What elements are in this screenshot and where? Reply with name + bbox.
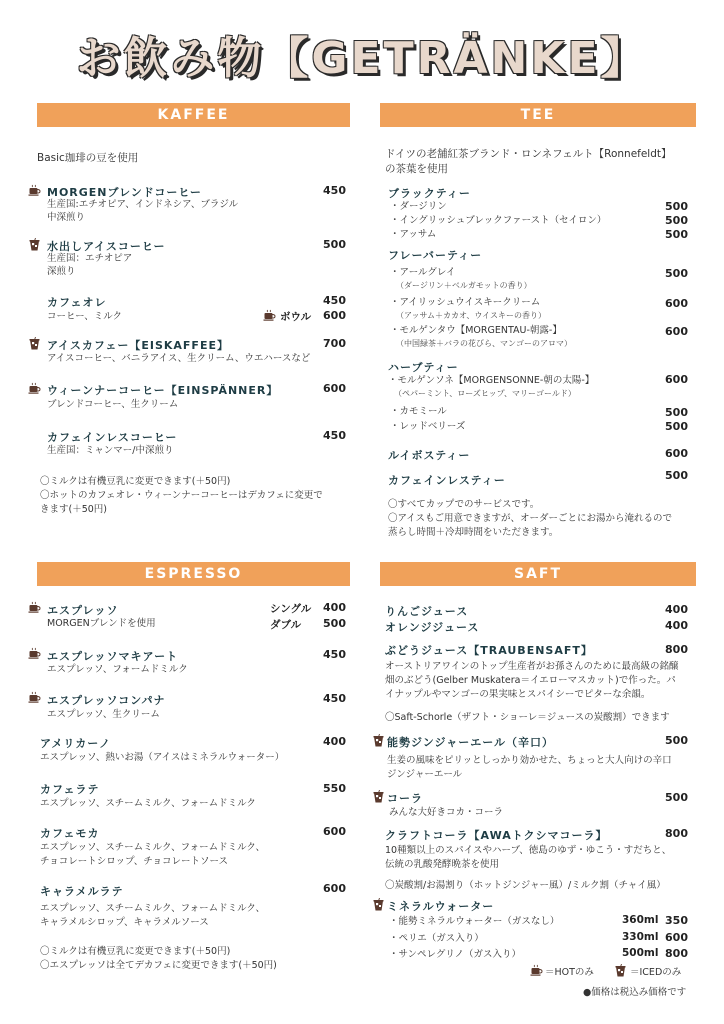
espresso-note: 〇ミルクは有機豆乳に変更できます(＋50円)	[40, 946, 231, 957]
iced-cup-icon	[614, 964, 627, 976]
tea-item-price: 500	[665, 420, 688, 433]
ginger-ale-price: 500	[665, 734, 688, 747]
tea-item-price: 600	[665, 297, 688, 310]
double-price: 500	[323, 617, 346, 630]
kaffee-intro: Basic珈琲の豆を使用	[37, 152, 139, 164]
kaffee-item-desc: 深煎り	[47, 266, 76, 277]
apple-juice-price: 400	[665, 603, 688, 616]
decaf-tea-price: 500	[665, 469, 688, 482]
bowl-label: ボウル	[280, 311, 312, 323]
tea-item-name: ・アールグレイ	[390, 267, 456, 278]
espresso-item-price: 600	[323, 825, 346, 838]
tea-item-price: 500	[665, 214, 688, 227]
iced-cup-icon	[372, 898, 385, 910]
kaffee-item-desc: 生産国:エチオピア、インドネシア、ブラジル	[47, 199, 239, 210]
espresso-item-price: 450	[323, 648, 346, 661]
ginger-ale-desc: ジンジャーエール	[387, 769, 463, 780]
kaffee-note: 〇ミルクは有機豆乳に変更できます(＋50円)	[40, 476, 231, 487]
water-item-price: 600	[665, 931, 688, 944]
herb-tea-heading: ハーブティー	[388, 361, 459, 374]
kaffee-item-price: 500	[323, 238, 346, 251]
rooibos-price: 600	[665, 447, 688, 460]
schorle-note: 〇Saft-Schorle（ザフト・ショーレ＝ジュースの炭酸割）できます	[385, 712, 670, 723]
legend-iced: ＝ICEDのみ	[630, 967, 682, 978]
saft-header: SAFT	[380, 562, 696, 586]
espresso-item-desc: エスプレッソ、スチームミルク、フォームドミルク、	[40, 903, 266, 914]
craft-cola-note: 〇炭酸割/お湯割り（ホットジンジャー風）/ミルク割（チャイ風）	[385, 880, 666, 891]
hot-cup-icon	[28, 382, 41, 394]
kaffee-note: きます(＋50円)	[40, 504, 108, 515]
tea-item-price: 500	[665, 228, 688, 241]
espresso-header: ESPRESSO	[37, 562, 350, 586]
water-item-name: ・サンペレグリノ（ガス入り）	[389, 949, 521, 960]
craft-cola-price: 800	[665, 827, 688, 840]
grape-juice-desc: オーストリアワインのトップ生産者がお孫さんのために最高級の銘醸	[385, 661, 679, 672]
kaffee-item-desc: 生産国：ミャンマー/中深煎り	[47, 445, 174, 456]
tea-item-name: ・カモミール	[390, 406, 447, 417]
tea-item-sub: （ダージリン＋ベルガモットの香り）	[396, 281, 532, 290]
page-title: お飲み物【GETRÄNKE】	[76, 33, 648, 84]
kaffee-item-name: ウィーンナーコーヒー【EINSPÄNNER】	[47, 384, 279, 397]
iced-cup-icon	[28, 238, 41, 250]
orange-juice-name: オレンジジュース	[385, 621, 480, 634]
grape-juice-desc: イナップルやマンゴーの果実味とスパイシーでピターな余韻。	[385, 689, 651, 700]
tea-item-name: ・イングリッシュブレックファースト（セイロン）	[390, 215, 607, 226]
craft-cola-name: クラフトコーラ【AWAトクシマコーラ】	[385, 829, 608, 842]
espresso-item-desc: エスプレッソ、スチームミルク、フォームドミルク	[40, 798, 256, 809]
tea-item-sub: （中国緑茶＋バラの花びら、マンゴーのアロマ）	[396, 339, 572, 348]
water-item-price: 350	[665, 914, 688, 927]
cola-desc: みんな大好きコカ・コーラ	[389, 807, 504, 818]
kaffee-item-name: カフェオレ	[47, 296, 107, 309]
hot-cup-icon	[28, 184, 41, 196]
single-label: シングル	[270, 603, 312, 615]
hot-cup-icon	[530, 964, 543, 976]
kaffee-item-name: アイスカフェー【EISKAFFEE】	[47, 339, 229, 352]
tea-item-sub: （アッサム＋カカオ、ウイスキーの香り）	[396, 311, 546, 320]
kaffee-note: 〇ホットのカフェオレ・ウィーンナーコーヒーはデカフェに変更で	[40, 490, 323, 501]
espresso-item-price: 400	[323, 735, 346, 748]
espresso-item-desc: エスプレッソ、スチームミルク、フォームドミルク、	[40, 842, 266, 853]
kaffee-header: KAFFEE	[37, 103, 350, 127]
ginger-ale-name: 能勢ジンジャーエール（辛口）	[387, 736, 555, 749]
cola-name: コーラ	[387, 792, 423, 805]
kaffee-item-name: カフェインレスコーヒー	[47, 431, 178, 444]
kaffee-item-name: 水出しアイスコーヒー	[47, 240, 166, 253]
tee-note: 〇アイスもご用意できますが、オーダーごとにお湯から淹れるので	[388, 513, 673, 524]
double-label: ダブル	[270, 619, 302, 631]
single-price: 400	[323, 601, 346, 614]
tea-item-name: ・モルゲンソネ【MORGENSONNE-朝の太陽-】	[388, 375, 595, 386]
ginger-ale-desc: 生姜の風味をピリッとしっかり効かせた、ちょっと大人向けの辛口	[387, 755, 672, 766]
espresso-item-desc: エスプレッソ、フォームドミルク	[47, 664, 188, 675]
tea-item-name: ・アッサム	[390, 229, 437, 240]
kaffee-item-name: MORGENブレンドコーヒー	[47, 186, 202, 199]
tax-note: ●価格は税込み価格です	[583, 987, 687, 998]
flavor-tea-heading: フレーバーティー	[388, 249, 483, 262]
legend-hot: ＝HOTのみ	[545, 967, 594, 978]
tea-item-price: 500	[665, 267, 688, 280]
iced-cup-icon	[372, 734, 385, 746]
kaffee-item-price: 450	[323, 184, 346, 197]
iced-cup-icon	[28, 337, 41, 349]
tea-item-sub: （ペパーミント、ローズヒップ、マリーゴールド）	[394, 389, 576, 398]
kaffee-item-desc: コーヒー、ミルク	[47, 311, 123, 322]
hot-cup-icon	[263, 309, 276, 321]
kaffee-item-price: 450	[323, 429, 346, 442]
tee-note: 〇すべてカップでのサービスです。	[388, 499, 540, 510]
kaffee-item-desc: ブレンドコーヒー、生クリーム	[47, 399, 179, 410]
grape-juice-desc: 畑のぶどう(Gelber Muskatera＝イエローマスカット)で作った。パ	[385, 675, 676, 686]
espresso-item-price: 450	[323, 692, 346, 705]
water-item-size: 360ml	[622, 914, 659, 926]
grape-juice-name: ぶどうジュース【TRAUBENSAFT】	[385, 644, 593, 657]
cola-price: 500	[665, 791, 688, 804]
espresso-item-desc: エスプレッソ、生クリーム	[47, 709, 160, 720]
water-item-name: ・ペリエ（ガス入り）	[389, 933, 484, 944]
tee-intro: ドイツの老舗紅茶ブランド・ロンネフェルト【Ronnefeldt】	[385, 148, 672, 160]
water-heading: ミネラルウォーター	[387, 900, 495, 913]
decaf-tea-name: カフェインレスティー	[388, 474, 506, 487]
orange-juice-price: 400	[665, 619, 688, 632]
kaffee-item-desc: アイスコーヒー、バニラアイス、生クリーム、ウエハースなど	[47, 353, 311, 364]
tee-note: 蒸らし時間＋冷却時間をいただきます。	[388, 527, 559, 538]
iced-cup-icon	[372, 790, 385, 802]
kaffee-item-price: 600	[323, 382, 346, 395]
hot-cup-icon	[28, 647, 41, 659]
bowl-price: 600	[323, 309, 346, 322]
water-item-size: 330ml	[622, 931, 659, 943]
craft-cola-desc: 伝統の乳酸発酵晩茶を使用	[385, 859, 500, 870]
kaffee-item-price: 450	[323, 294, 346, 307]
espresso-item-desc: エスプレッソ、熱いお湯（アイスはミネラルウォーター）	[40, 752, 285, 763]
kaffee-item-desc: 生産国：エチオピア	[47, 253, 133, 264]
apple-juice-name: りんごジュース	[385, 605, 469, 618]
rooibos-name: ルイボスティー	[388, 449, 471, 462]
espresso-item-price: 550	[323, 782, 346, 795]
espresso-item-name: アメリカーノ	[40, 737, 112, 750]
hot-cup-icon	[28, 601, 41, 613]
tea-item-price: 600	[665, 373, 688, 386]
espresso-item-desc: MORGENブレンドを使用	[47, 618, 156, 629]
espresso-item-price: 600	[323, 882, 346, 895]
hot-cup-icon	[28, 691, 41, 703]
grape-juice-price: 800	[665, 643, 688, 656]
tea-item-name: ・アイリッシュウイスキークリーム	[390, 297, 541, 308]
espresso-item-name: エスプレッソ	[47, 604, 119, 617]
espresso-item-desc: キャラメルシロップ、キャラメルソース	[40, 917, 209, 928]
espresso-item-name: エスプレッソコンパナ	[47, 694, 166, 707]
espresso-item-name: エスプレッソマキアート	[47, 650, 179, 663]
black-tea-heading: ブラックティー	[388, 187, 471, 200]
tee-header: TEE	[380, 103, 696, 127]
espresso-item-desc: チョコレートシロップ、チョコレートソース	[40, 856, 229, 867]
tea-item-name: ・レッドベリーズ	[390, 421, 466, 432]
tea-item-price: 500	[665, 200, 688, 213]
tea-item-price: 500	[665, 406, 688, 419]
tea-item-name: ・ダージリン	[390, 201, 447, 212]
espresso-item-name: カフェモカ	[40, 827, 100, 840]
tea-item-price: 600	[665, 325, 688, 338]
water-item-price: 800	[665, 947, 688, 960]
water-item-name: ・能勢ミネラルウォーター（ガスなし）	[389, 916, 560, 927]
tea-item-name: ・モルゲンタウ【MORGENTAU-朝露-】	[390, 325, 562, 336]
craft-cola-desc: 10種類以上のスパイスやハーブ、徳島のゆず・ゆこう・すだちと、	[385, 845, 672, 856]
kaffee-item-desc: 中深煎り	[47, 212, 86, 223]
kaffee-item-price: 700	[323, 337, 346, 350]
tee-intro: の茶葉を使用	[385, 163, 448, 175]
espresso-item-name: キャラメルラテ	[40, 885, 124, 898]
water-item-size: 500ml	[622, 947, 659, 959]
espresso-item-name: カフェラテ	[40, 783, 100, 796]
espresso-note: 〇エスプレッソは全てデカフェに変更できます(＋50円)	[40, 960, 277, 971]
